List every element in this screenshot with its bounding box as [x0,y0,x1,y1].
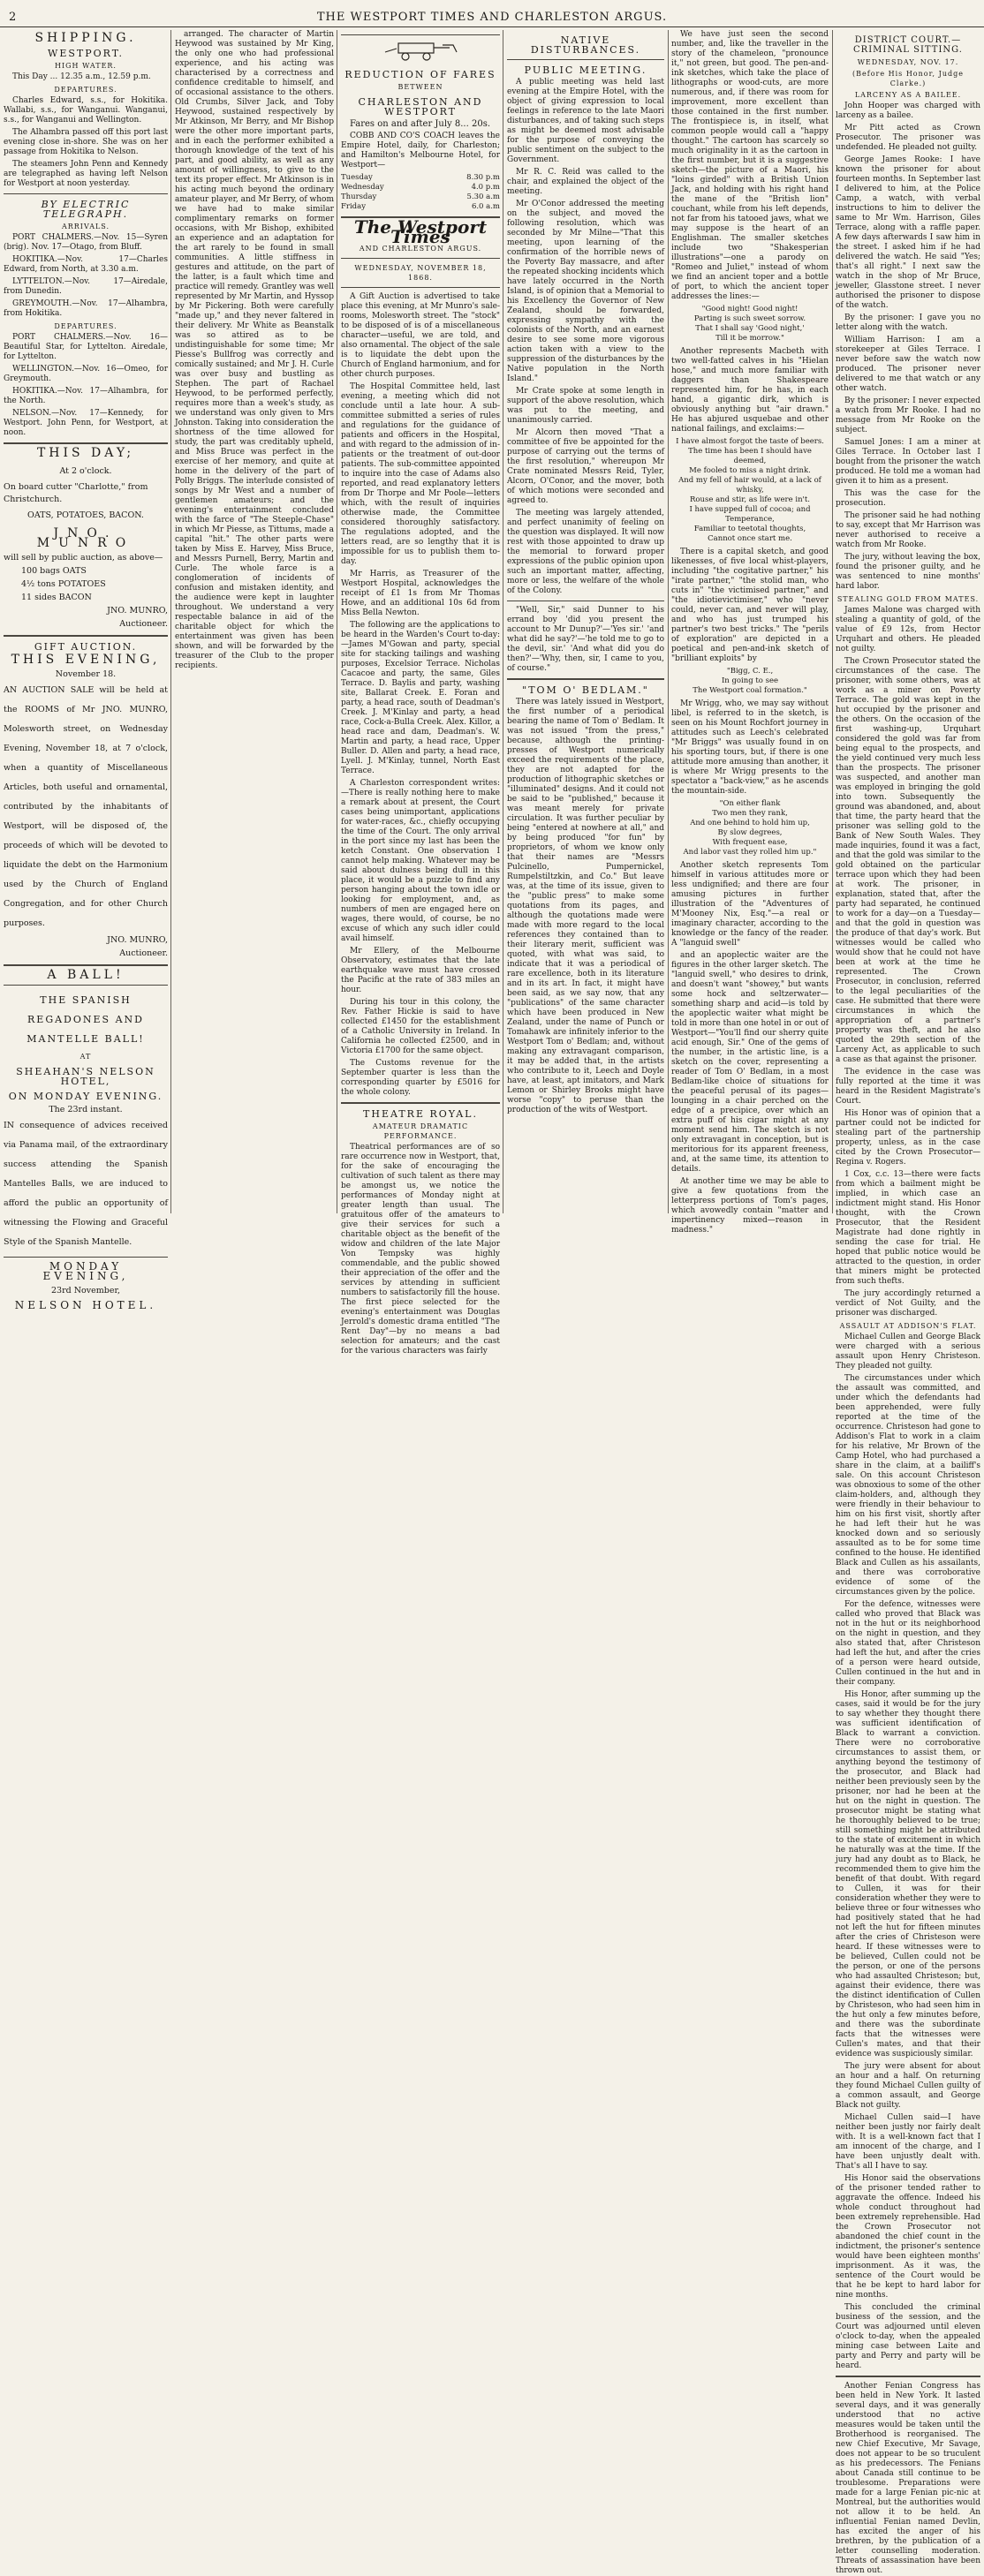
paper-title: The Westport Times [353,216,488,247]
court-para: By the prisoner: I never expected a watch from Mr Rooke. I had no message from Mr Rooke on the subject. [836,397,980,434]
masthead: THE WESTPORT TIMES AND CHARLESTON ARGUS. [316,11,668,24]
court-para: The circumstances under which the assault was committed, and under which the defendants had been apprehended, were fully reported at the time of the occurrence. Christeson had gone to Addison's Flat to work in a claim for his relative, Mr Brown of the Camp Hotel, who had purchased a share in the claim, at a bailiff's sale. On this account Christeson was obnoxious to some of the other claim-holders, and, although they were friendly in their behaviour to him on his first visit, shortly after he had left their hut he was knocked down and so seriously assaulted as to be for some time confined to the house. He identified Black and Cullen as his assailants, and there was corroborative evidence of some of the circumstances given by the police. [836,1374,980,1597]
this-day-location: On board cutter "Charlotte," from Christchurch. [4,482,148,504]
fares-between: BETWEEN [397,83,443,91]
gift-auction-heading: GIFT AUCTION. [34,641,138,653]
native-para: Mr Crate spoke at some length in support of the above resolution, which was put to the meeting, and unanimously carried. [507,387,664,425]
ball-footer-day: MONDAY EVENING, [42,1260,129,1282]
bedlam-para: Another sketch represents Tom himself in various attitudes more or less undignified; and there are four amusing pictures in further illustration of the "Adventures of M'Mooney Nix, Esq."—a real or imaginary character, according to the knowledge or the fancy of the reader. A "languid swell" [671,861,829,948]
poem-line: The Westport coal formation." [693,686,807,695]
bedlam-heading: "TOM O' BEDLAM." [522,684,649,696]
ball-heading: A BALL! [47,968,125,982]
court-para: For the defence, witnesses were called who proved that Black was not in the hut or its neighborhood on the night in question, and they also stated that, after Christeson had left the hut, and after the cries of a person were heard outside, Cullen continued in the hut and in their company. [836,1600,980,1687]
poem [671,799,829,857]
court-para: Mr Pitt acted as Crown Prosecutor. The prisoner was undefended. He pleaded not guilty. [836,124,980,152]
divider [4,985,168,986]
court-para: George James Rooke: I have known the prisoner for about fourteen months. In September last I delivered to him, at the Police Camp, a watch, with verbal instructions to him to deliver the same to Mr Wm. Harrison, Giles Terrace, along with a raffle paper. A few days afterwards I saw him in the street. I asked him if he had delivered the watch. He said "Yes; that's all right." I next saw the watch in the shop of Mr Bruce, jeweller, Glasstone street. I never authorised the prisoner to dispose of the watch. [836,155,980,310]
court-para: John Hooper was charged with larceny as a bailee. [836,102,980,120]
ball-when: ON MONDAY EVENING. [8,1091,163,1102]
poem-line: And my fell of hair would, at a lack of whisky, [678,476,821,495]
bedlam-para: We have just seen the second number, and, like the traveller in the story of the chameleon, "pronounce it," not green, but good. The pen-and-ink sketches, which take the place of lithographs or wood-cuts, are more numerous, and, if there was room for improvement, more excellent than those contained in the first number. The frontispiece is, in itself, what common people would call a "happy thought." The cartoon has scarcely so much originality in it as the cartoon in the first number, but it is a suggestive sketch—the picture of a Maori, his "loins girded" with a British Union Jack, and holding with his right hand the mane of the "British lion" couchant, while from his left depends, not far from his tatooed jaws, what we may suppose is the heart of an Englishman. The smaller sketches include two "Shakesperian illustrations"—one a parody on "Romeo and Juliet," instead of whom we find an ancient toper and a bottle of port, to which the ancient toper addresses the lines:— [671,30,829,301]
gift-auction-signature: JNO. MUNRO, [107,935,168,945]
ball-body: IN consequence of advices received via Panama mail, of the extraordinary success attending the Spanish Mantelles Balls, we are induced to afford the public an opportunity of witnessing the Flowing and Graceful Style of the Spanish Mantelle. [4,1121,168,1247]
court-para: The Crown Prosecutor stated the circumstances of the case. The prisoner, with some others, was at work as a miner on Poverty Terrace. The gold was kept in the hut occupied by the prisoner and the others. On the occasion of the first washing-up, Urquhart considered the gold was far from being equal to the prospects, and the yield continued very much less than the prospects. The prisoner was suspected, and another man was employed in bringing the gold into town. Subsequently the ground was abandoned, and, about that time, the party heard that the prisoner was selling gold to the Bank of New South Wales. They made inquiries, found it was a fact, and that the gold was similar to the gold obtained on the particular terrace upon which they had been at work. The prisoner, in explanation, stated that, after the party had separated, he continued to work for a day—on a Tuesday—and that the gold in question was the produce of that day's work. But witnesses would be called who would show that he could not have been at work at the time he represented. The Crown Prosecutor, in conclusion, referred to the legal peculiarities of the case. He submitted that there were circumstances in which the appropriation of a partner's property was theft, and he also quoted the 29th section of the Larceny Act, as applicable to such a case as that against the prisoner. [836,657,980,1064]
telegraph-departures-label: DEPARTURES. [54,322,117,330]
court-para: Samuel Jones: I am a miner at Giles Terrace. In October last I bought from the prisoner the watch produced. He told me a woman had given it to him as a present. [836,438,980,486]
poem-line: That I shall say 'Good night,' [695,324,805,333]
larceny-label: LARCENY AS A BAILEE. [854,91,962,99]
ball-venue: SHEAHAN'S NELSON HOTEL, [16,1066,155,1087]
timetable-row [341,183,500,193]
auction-item: 11 sides BACON [21,593,92,602]
editorial-date: WEDNESDAY, NOVEMBER 18, 1868. [354,264,487,282]
gift-auction-body: AN AUCTION SALE will be held at the ROOMS of Mr JNO. MUNRO, Molesworth street, on Wednesday Evening, November 18, at 7 o'clock, when a quantity of Miscellaneous Articles, both useful and ornamental, contributed by the inhabitants of Westport, will be disposed of, the proceeds of which will be devoted to liquidate the debt on the Harmonium used by the Church of England Congregation, and for other Church purposes. [4,685,168,928]
divider [341,1102,500,1104]
poem [671,437,829,544]
timetable-time: 4.0 p.m [471,183,500,192]
poem-line: By slow degrees, [717,828,783,837]
bedlam-para: There was lately issued in Westport, the first number of a periodical bearing the name of Tom o' Bedlam. It was not issued "from the press," because, although the printing-presses of Westport numerically exceed the requirements of the place, they are not adapted for the production of lithographic sketches or "illuminated" designs. And it could not be said to be "published," because it was meant merely for private circulation. It was further peculiar by being "entered at nowhere at all," and by being produced "for fun" by proprietors, of whom we know only that their names are "Messrs Pulcinello, Pumpernickel, Rumpelstiltzkin, and Co." But leave was, at the time of its issue, given to the "public press" to make some quotations from its pages, and although the quotations made were made with more regard to the local references they contained than to their literary merit, sufficient was quoted, with what was said, to indicate that it was a periodical of rare excellence, both in its literature and in its art. In fact, it might have been said, as we say now, that any "publications" of the same character which have been produced in New Zealand, under the name of Punch or Tomahawk are infinitely inferior to the Westport Tom o' Bedlam; and, without making any extravagant comparison, it may be added that, in the artists who contribute to it, Leech and Doyle have, at least, apt imitators, and Mark Lemon or Shirley Brooks might have worse "copy" to peruse than the production of the wits of Westport. [507,698,664,1114]
arrival-item: PORT CHALMERS.—Nov. 15—Syren (brig). Nov. 17—Otago, from Bluff. [4,233,168,252]
editorial-para: A Charleston correspondent writes:—There is really nothing here to make a remark about at present, the Court cases being unimportant, applications for water-races, &c., chiefly occupying the time of the Court. The only arrival in the port since my last has been the ketch Constant. One observation I cannot help making. Whatever may be said about dulness being dull in this place, it would be a puzzle to find any person hanging about the town idle or looking for employment, and, as numbers of men are engaged here on wages, there would, of course, be no excuse of which any such idler could avail himself. [341,779,500,943]
editorial-para: Mr Harris, as Treasurer of the Westport Hospital, acknowledges the receipt of £1 1s from Mr Thomas Howe, and an additional 10s 6d from Miss Bella Newton. [341,570,500,617]
native-heading: NATIVE DISTURBANCES. [530,34,641,56]
poem-line: Parting is such sweet sorrow. [693,314,806,323]
auction-role: Auctioneer. [119,619,168,629]
auctioneer-banner: JNO. MUNRO [36,526,135,550]
court-para: James Malone was charged with stealing a quantity of gold, of the value of £9 12s, from Hector Urquhart and others. He pleaded not guilty. [836,606,980,653]
native-para: Mr O'Conor addressed the meeting on the subject, and moved the following resolution, which was seconded by Mr Milne—"That this meeting, upon learning of the confirmation of the horrible news of the Poverty Bay massacre, and after the repeated shocking incidents which have lately occurred in the North Island, is of opinion that a Memorial to his Excellency the Governor of New Zealand, should be forwarded, expressing sympathy with the colonists of the North, and an earnest desire to see some more vigorous action taken with a view to the suppression of the disturbances by the Native population in the North Island." [507,200,664,383]
departure-item: WELLINGTON.—Nov. 16—Omeo, for Greymouth. [4,365,168,383]
auction-intro: will sell by public auction, as above— [4,553,163,563]
divider [4,964,168,966]
fares-route: CHARLESTON AND WESTPORT [358,96,483,117]
court-para: Michael Cullen and George Black were charged with a serious assault upon Henry Christeson. They pleaded not guilty. [836,1333,980,1371]
gift-auction-role: Auctioneer. [119,948,168,958]
poem-line: The time has been I should have deemed, [688,447,812,465]
column-5 [671,30,829,1235]
timetable-day: Wednesday [341,183,384,192]
divider [4,442,168,444]
shipping-heading: SHIPPING. [34,31,137,45]
court-para: Michael Cullen said—I have neither been justly nor fairly dealt with. It is a well-known fact that I am innocent of the charge, and I have been unjustly dealt with. That's all I have to say. [836,2113,980,2171]
high-water-times: This Day ... 12.35 a.m., 12.59 p.m. [12,72,151,81]
timetable-day: Thursday [341,193,377,201]
poem-line: And one behind to hold him up, [690,819,810,827]
departures-label: DEPARTURES. [54,86,117,94]
timetable-row [341,193,500,202]
timetable-day: Friday [341,202,366,211]
editorial-para: Mr Ellery, of the Melbourne Observatory, estimates that the late earthquake wave must have crossed the Pacific at the rate of 383 miles an hour. [341,947,500,994]
editorial-para: A Gift Auction is advertised to take place this evening, at Mr Munro's sale-rooms, Molesworth street. The "stock" to be disposed of is of a miscellaneous character—useful, we are told, and also ornamental. The object of the sale is to liquidate the debt upon the Church of England harmonium, and for other church purposes. [341,292,500,379]
ball-at: AT [79,1053,92,1061]
departure-item: PORT CHALMERS.—Nov. 16—Beautiful Star, for Lyttelton. Airedale, for Lyttelton. [4,333,168,361]
bedlam-para: and an apoplectic waiter are the figures in the other larger sketch. The "languid swell," who desires to drink, and doesn't want "showey," but wants some hock and seltzerwater—something sharp and acid—is told by the apoplectic waiter what might be told in more than one hotel in or out of Westport—"You'll find our sherry quite acid enough, Sir." One of the gems of the number, in the artistic line, is a sketch on the cover, representing a reader of Tom O' Bedlam, in a most Bedlam-like choice of situations for the peaceful perusal of its pages—lounging in a chair perched on the edge of a precipice, over which an extra puff of his cigar might at any moment send him. The sketch is not only extravagant in conception, but is meritorious for its apparent freeness, and, at the same time, its attention to details. [671,951,829,1174]
divider [4,1257,168,1258]
native-para: A public meeting was held last evening at the Empire Hotel, with the object of giving expression to local feelings in reference to the late Maori disturbances, and of taking such steps as might be deemed most advisable for the purpose of conveying the public sentiment on the subject to the Government. [507,78,664,164]
editorial-para: The Customs revenue for the September quarter is less than the corresponding quarter by £5016 for the whole colony. [341,1059,500,1097]
divider [341,287,500,288]
court-para: His Honor said the observations of the prisoner tended rather to aggravate the offence. Indeed his whole conduct throughout had been extremely reprehensible. Had the Crown Prosecutor not abandoned the chief count in the indictment, the prisoner's sentence would have been eighteen months' imprisonment. As it was, the sentence of the Court would be that he be kept to hard labor for nine months. [836,2174,980,2300]
departure-item: HOKITIKA.—Nov. 17—Alhambra, for the North. [4,387,168,405]
poem-line: "Good night! Good night! [701,305,799,314]
column-4 [507,30,664,1213]
column-rule [832,30,833,1213]
divider [836,2376,980,2377]
poem-line: Me fooled to miss a night drink. [689,466,811,475]
court-para: The jury were absent for about an hour and a half. On returning they found Michael Cullen guilty of a common assault, and George Black not guilty. [836,2062,980,2110]
column-3 [341,30,500,1356]
gift-auction-date: November 18. [55,669,117,679]
theatre-body: Theatrical performances are of so rare occurrence now in Westport, that, for the sake of encouraging the cultivation of such talent as there may be amongst us, we notice the performances of Monday night at greater length than usual. The gratuitous offer of the amateurs to give their services for such a charitable object as the benefit of the widow and children of the late Major Von Tempsky was highly commendable, and the public showed their appreciation of the offer and the services by attending in sufficient numbers to satisfactorily fill the house. The first piece selected for the evening's entertainment was Douglas Jerrold's domestic drama entitled "The Rent Day"—by no means a bad selection for amateurs; and the cast for the various characters was fairly [341,1143,500,1356]
bedlam-para: Another represents Macbeth with two well-fatted calves in his "Hielan hose," and much more familiar with daggers than Shakespeare represented him, for he has, in each hand, a gigantic dirk, which is obviously anything but "air drawn." He has abjured usquebae and other national failings, and exclaims:— [671,347,829,434]
court-para: The evidence in the case was fully reported at the time it was heard in the Resident Magistrate's Court. [836,1068,980,1106]
timetable-day: Tuesday [341,173,373,182]
native-subheading: PUBLIC MEETING. [524,64,647,76]
timetable-row [341,202,500,212]
court-para: The prisoner said he had nothing to say, except that Mr Harrison was never authorised to receive a watch from Mr Rooke. [836,511,980,549]
fenian-para: Another Fenian Congress has been held in New York. It lasted several days, and it was generally understood that no active measures would be taken until the Brotherhood is reorganised. The new Chief Executive, Mr Savage, does not appear to be so truculent as his predecessors. The Fenians about Canada still continue to be troublesome. Preparations were made for a large Fenian pic-nic at Montreal, but the authorities would not allow it to be held. An influential Fenian named Devlin, has excited the anger of his brethren, by the publication of a letter counselling moderation. Threats of assassination have been thrown out. [836,2382,980,2575]
poem-line: And labor vast they rolled him up." [683,848,817,857]
divider [341,34,500,35]
arrivals-label: ARRIVALS. [61,223,110,230]
gift-auction-sub: THIS EVENING, [11,653,161,667]
arrival-item: GREYMOUTH.—Nov. 17—Alhambra, from Hokitika. [4,299,168,318]
stealing-label: STEALING GOLD FROM MATES. [836,595,980,603]
court-para: The jury, without leaving the box, found the prisoner guilty, and he was sentenced to nine months' hard labor. [836,553,980,591]
ball-title: THE SPANISH REGADONES AND MANTELLE BALL! [26,994,145,1045]
shipping-port: WESTPORT. [48,48,124,59]
poem [671,667,829,696]
ball-footer-date: 23rd November, [51,1286,120,1296]
theatre-review-continued: arranged. The character of Martin Heywood was sustained by Mr King, the only one who had professional experience, and his acting was characterised by a correctness and confidence creditable to himself, and of occasional assistance to the others. Old Crumbs, Silver Jack, and Toby Heywood, sustained respectively by Mr Atkinson, Mr Berry, and Mr Bishop were the other more important parts, and in each the performer exhibited a thorough knowledge of the text of his part, and good ability, as well as any amount of willingness, to give to the text its proper effect. Mr Atkinson is in his acting much beyond the ordinary amateur player, and Mr Berry, of whom we have had to make similar complimentary remarks on former occasions, with Mr Bishop, exhibited an experience and an adaptation for the art rarely to be found in small communities. A little stiffness in gestures and attitude, on the part of the latter, is a fault which time and practice will remedy. Grantley was well represented by Mr Martin, and Hyssop by Mr Pickering. Both were carefully "made up," and they never faltered in their delivery. Mr White as Beanstalk was so attired as to be undistinguishable for some time; Mr Piesse's Bullfrog was correctly and comically sustained; and Mr J. H. Curle was over busy and bustling as Stephen. The part of Rachael Heywood, to be performed perfectly, requires more than a week's study, as we understand was only given to Mrs Johnston. Taking into consideration the shortness of the time allowed for study, the part was creditably upheld, and Miss Bruce was perfect in the exercise of her memory, and quite at home in the delivery of the part of Polly Briggs. The interlude consisted of songs by Mr West and a number of gentlemen amateurs; and the evening's entertainment concluded with the farce of "The Steeple-Chase" in which Mr Piesse, as Tittums, made a capital "hit." The other parts were taken by Miss E. Harvey, Miss Bruce, and Messrs Purnell, Berry, Martin and Curle. The whole farce is a conglomeration of incidents of confusion and mistaken identity, and the audience were kept in laughter throughout. We understand a very respectable balance in aid of the charitable object for which the entertainment was given has been shown, and will be forwarded by the treasurer of the Club to the proper recipients. [175,30,335,670]
native-para: Mr R. C. Reid was called to the chair, and explained the object of the meeting. [507,168,664,196]
bedlam-para: Mr Wrigg, who, we may say without libel, is referred to in the sketch, is seen on his Mount Rochfort journey in attitudes such as Leech's celebrated "Mr Briggs" was usually found in on his sporting tours, but, if there is one attitude more amusing than another, it is where Mr Wrigg presents to the spectator a "back-view," as he ascends the mountain-side. [671,699,829,796]
high-water-label: HIGH WATER. [55,62,117,70]
divider [341,258,500,259]
editorial-para: The following are the applications to be heard in the Warden's Court to-day:—James M'Gowan and party, special site for stacking tailings and washing purposes, Excelsior Terrace. Nicholas Cacacoe and party, the same, Giles Terrace. D. Baylis and party, washing site, Ballarat Creek. E. Foran and party, a head race, south of Deadman's Creek. J. M'Kinlay and party, a head race, Cock-a-Bulla Creek. Alex. Killor, a head race and dam, Deadman's. W. Martin and party, a head race, Upper Buller. D. Allen and party, a head race, Lyell. J. M'Kinlay, tunnel, North East Terrace. [341,621,500,775]
paper-subtitle: AND CHARLESTON ARGUS. [359,245,482,253]
auction-item: 4½ tons POTATOES [21,579,106,589]
timetable-row [341,173,500,183]
poem-line: Rouse and stir, as life were in't. [690,495,810,504]
divider [507,678,664,680]
poem-line: Familiar to teetotal thoughts, [693,525,806,533]
court-para: This concluded the criminal business of the session, and the Court was adjourned until eleven o'clock to-day, when the appealed mining case between Laite and party and Perry and party will be heard. [836,2303,980,2370]
departures-list: Charles Edward, s.s., for Hokitika. Wallabi, s.s., for Wanganui. Wanganui, s.s., for Wanganui and Wellington. [4,96,168,125]
native-para: "Well, Sir," said Dunner to his errand boy 'did you present the account to Mr Dunup?'—'Yes sir.' 'and what did he say?'—'he told me to go to the devil, sir.' 'And what did you do then?'—'Why, then, sir, I came to you, of course." [507,606,664,673]
court-para: His Honor, after summing up the cases, said it would be for the jury to say whether they thought there was sufficient identification of Black to warrant a conviction. There were no corroborative circumstances to assist them, or anything beyond the testimony of the prosecutor, and Black had neither been previously seen by the prisoner, nor had he been at the hut on the night in question. The prosecutor might be stating what he thoroughly believed to be true; still something might be attributed to the state of excitement in which he naturally was at the time. If the jury had any doubt as to Black, he recommended them to give him the benefit of that doubt. With regard to Cullen, it was for their consideration whether they were to believe three or four witnesses who had positively stated that he had not left the hut for fifteen minutes after the cries of Christeson were heard. If these witnesses were to be believed, Cullen could not be the person, or one of the persons who had assaulted Christeson; but, against their evidence, there was the distinct identification of Cullen by Christeson, who had seen him in the hut only a few minutes before, and there was the subordinate facts that the witnesses were Cullen's mates, and that their evidence was suspiciously similar. [836,1690,980,2059]
coach-timetable [341,173,500,212]
editorial-para: During his tour in this colony, the Rev. Father Hickie is said to have collected £1450 for the establishment of a Catholic University in Ireland. In California he collected £2500, and in Victoria £1700 for the same object. [341,998,500,1055]
poem-line: I have almost forgot the taste of beers. [676,437,824,446]
poem [671,305,829,344]
shipping-note: The steamers John Penn and Kennedy are telegraphed as having left Nelson for Westport at noon yesterday. [4,160,168,188]
column-rule [170,30,171,1213]
court-para: His Honor was of opinion that a partner could not be indicted for stealing part of the partnership property, unless, as in the case cited by the Crown Prosecutor—Regina v. Rogers. [836,1109,980,1167]
court-para: William Harrison: I am a storekeeper at Giles Terrace. I never before saw the watch now produced. The prisoner never delivered to me that watch or any other watch. [836,336,980,393]
theatre-subheading: AMATEUR DRAMATIC PERFORMANCE. [372,1122,469,1140]
native-para: The meeting was largely attended, and perfect unanimity of feeling on the question was displayed. It will now rest with those appointed to draw up the memorial to forward proper expressions of the public opinion upon such an important matter, affecting, more or less, the welfare of the whole of the Colony. [507,509,664,595]
poem-line: Two men they rank, [712,809,788,818]
bedlam-para: At another time we may be able to give a few quotations from the letterpress portions of Tom's pages, which avowedly contain "matter and impertinency mixed—reason in madness." [671,1177,829,1235]
court-para: 1 Cox, c.c. 13—there were facts from which a bailment might be implied, in which case an indictment might stand. His Honor thought, with the Crown Prosecutor, that the Resident Magistrate had done rightly in sending the case for trial. He hoped that public notice would be attracted to the question, in order that miners might be protected from such thefts. [836,1170,980,1286]
fares-details: COBB AND CO'S COACH leaves the Empire Hotel, daily, for Charleston; and Hamilton's Melbourne Hotel, for Westport— [341,132,500,170]
timetable-time: 8.30 p.m [466,173,500,182]
departure-item: NELSON.—Nov. 17—Kennedy, for Westport. John Penn, for Westport, at noon. [4,409,168,437]
poem-line: In going to see [721,676,779,685]
court-para: The jury accordingly returned a verdict of Not Guilty, and the prisoner was discharged. [836,1289,980,1318]
auction-signature: JNO. MUNRO, [107,606,168,616]
timetable-time: 6.0 a.m [471,202,500,211]
shipping-note: The Alhambra passed off this port last evening close in-shore. She was on her passage from Hokitika to Nelson. [4,128,168,156]
editorial-para: The Hospital Committee held, last evening, a meeting which did not conclude until a late hour. A sub-committee submitted a series of rules and regulations for the guidance of patients and officers in the Hospital, and with regard to the admission of in-patients or the treatment of out-door patients. The sub-committee appointed to inquire into the case of Adams also reported, and read explanatory letters from Dr Thorpe and Mr Poole—letters which, with the result of inquiries otherwise made, the Committee considered thoroughly satisfactory. The regulations adopted, and the letters read, are so lengthy that it is impossible for us to publish them to-day. [341,382,500,566]
fares-intro: Fares on and after July 8... 20s. [350,119,490,129]
ball-footer-venue: NELSON HOTEL. [14,1299,157,1311]
auction-item: 100 bags OATS [21,566,87,576]
poem-line: "On either flank [719,799,781,808]
poem-line: With frequent ease, [712,838,788,847]
coach-icon [341,40,500,64]
poem-line: "Bigg, C. E., [726,667,774,676]
poem-line: Till it be morrow." [715,334,784,343]
assault-label: ASSAULT AT ADDISON'S FLAT. [839,1322,977,1330]
this-day-heading: THIS DAY; [36,446,135,460]
poem-line: I have supped full of cocoa; and Temperance, [689,505,811,524]
court-para: This was the case for the prosecution. [836,489,980,508]
ball-date: The 23rd instant. [49,1105,123,1114]
divider [4,193,168,194]
column-1 [4,30,168,1311]
arrival-item: HOKITIKA.—Nov. 17—Charles Edward, from North, at 3.30 a.m. [4,255,168,274]
divider [507,59,664,60]
column-6 [836,30,980,2575]
court-para: By the prisoner: I gave you no letter along with the watch. [836,314,980,332]
this-day-time: At 2 o'clock. [59,466,112,476]
bedlam-para: There is a capital sketch, and good likenesses, of five local whist-players, including "the cogitative partner," his "irate partner," "the stolid man, who cuts in" "the victimised partner," and "the idiotievictimiser," who "never could, never can, and never will play, and who has just trumped his partner's two best tricks." The "perils of exploration" are depicted in a poetical and pen-and-ink sketch of "brilliant exploits" by [671,548,829,663]
telegraph-heading: BY ELECTRIC TELEGRAPH. [41,199,131,220]
court-date: WEDNESDAY, NOV. 17. [857,58,959,66]
poem-line: Cannot once start me. [708,534,792,543]
divider [4,635,168,637]
court-judge: (Before His Honor, Judge Clarke.) [852,70,964,87]
page-number: 2 [9,11,17,24]
timetable-time: 5.30 a.m [466,193,500,201]
fares-heading: REDUCTION OF FARES [344,69,496,80]
column-2 [175,30,334,1213]
theatre-heading: THEATRE ROYAL. [363,1108,478,1120]
goods-title: OATS, POTATOES, BACON. [27,510,144,520]
native-para: Mr Alcorn then moved "That a committee of five be appointed for the purpose of carrying out the terms of the first resolution," whereupon Mr Crate nominated Messrs Reid, Tyler, Alcorn, O'Conor, and the mover, both of which motions were seconded and agreed to. [507,428,664,505]
court-heading: DISTRICT COURT.—CRIMINAL SITTING. [853,35,963,55]
column-rule [668,30,669,1213]
arrival-item: LYTTELTON.—Nov. 17—Airedale, from Dunedin. [4,277,168,296]
page-header [0,0,984,27]
